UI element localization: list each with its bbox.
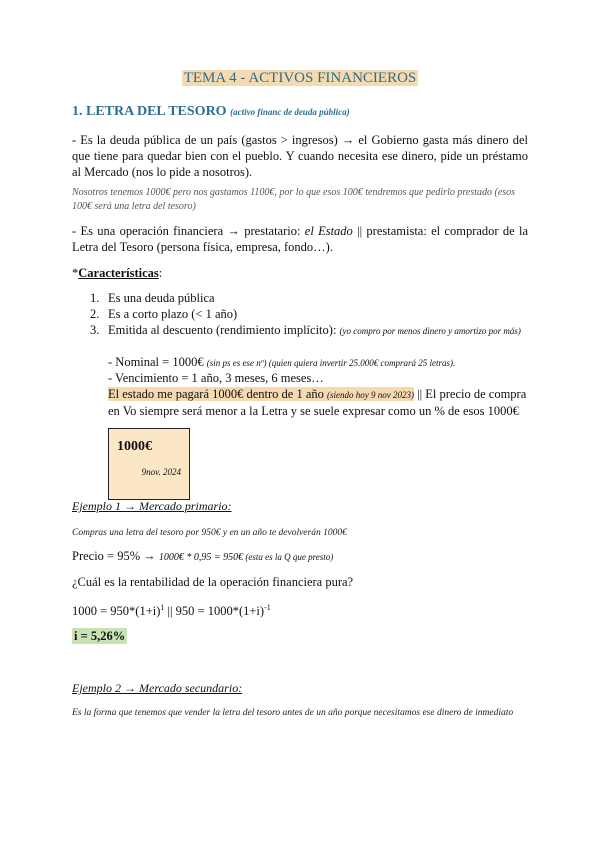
price-text-c: (esta es la Q que presto) — [243, 552, 334, 562]
formula-a: 1000 = 950*(1+i) — [72, 604, 161, 619]
list-number: 2. — [90, 307, 100, 321]
result-highlight: i = 5,26% — [74, 629, 126, 643]
price-text-b: 1000€ * 0,95 = 950€ — [158, 552, 244, 563]
formula-exp2: -1 — [264, 603, 271, 612]
nominal-note: (sin ps es ese nº) (quien quiera invertir 25.000€ comprará 25 letras). — [206, 358, 456, 368]
operation-text-b: el Estado — [304, 224, 353, 238]
estado-highlight — [108, 387, 414, 401]
example1-result — [72, 628, 528, 644]
example2-title — [72, 680, 528, 696]
section-heading-text: 1. LETRA DEL TESORO — [72, 104, 227, 119]
nominal-line — [108, 354, 528, 371]
section-heading-sub: (activo financ de deuda pública) — [230, 107, 350, 117]
characteristics-label: Características — [78, 266, 159, 280]
page-title — [72, 70, 528, 87]
example1-note: Compras una letra del tesoro por 950€ y en un año te devolverán 1000€ — [72, 528, 347, 538]
paragraph-definition: - Es la deuda pública de un país (gastos > ingresos) → el Gobierno gasta más dinero del que tiene para quedar bien con el pueblo. Y cuando necesita ese dinero, pide un préstamo al Mercado (nos lo pide a nosotros). — [72, 133, 528, 179]
list-text — [108, 322, 528, 339]
box-date: 9nov. 2024 — [141, 467, 181, 477]
estado-line — [108, 386, 528, 419]
section-heading — [72, 104, 350, 120]
example1-title-text: Ejemplo 1 → Mercado primario: — [72, 499, 232, 513]
list-number: 1. — [90, 291, 100, 305]
nominal-text: - Nominal = 1000€ — [108, 355, 207, 369]
list-text-main: Emitida al descuento (rendimiento implícito): — [108, 323, 340, 337]
paragraph-operation — [72, 223, 528, 255]
price-text-a: Precio = 95% → — [72, 549, 159, 563]
operation-text-c: || prestamista: el comprador de la Letra del Tesoro (persona física, empresa, fondo…). — [72, 224, 528, 254]
formula-exp1: 1 — [160, 603, 165, 612]
list-number: 3. — [90, 323, 100, 337]
example1-question: ¿Cuál es la rentabilidad de la operación financiera pura? — [72, 575, 354, 589]
characteristics-star: * — [72, 266, 79, 280]
characteristics-colon: : — [158, 266, 163, 280]
example1-formula — [72, 600, 528, 619]
example2-note: Es la forma que tenemos que vender la letra del tesoro antes de un año porque necesitamos ese dinero de inmediato — [72, 708, 514, 718]
list-item — [90, 322, 528, 354]
example2-title-text: Ejemplo 2 → Mercado secundario: — [72, 681, 243, 695]
estado-text-a: El estado me pagará 1000€ dentro de 1 año — [108, 387, 328, 401]
estado-note: (siendo hoy 9 nov 2023) — [327, 390, 415, 400]
vencimiento-line: - Vencimiento = 1 año, 3 meses, 6 meses… — [108, 371, 324, 385]
box-amount: 1000€ — [117, 439, 152, 454]
operation-text-a: - Es una operación financiera → prestatario: — [72, 224, 305, 238]
example1-title — [72, 498, 528, 514]
characteristics-heading — [72, 265, 528, 281]
example1-price — [72, 548, 528, 566]
note-example: Nosotros tenemos 1000€ pero nos gastamos 1100€, por lo que esos 100€ tendremos que pedirlo prestado (esos 100€ será una letra del tesoro) — [72, 187, 516, 212]
list-text: Es a corto plazo (< 1 año) — [108, 307, 238, 321]
estado-text-c: || El precio de compra en Vo siempre será menor a la Letra y se suele expresar como un % de esos 1000€ — [108, 387, 527, 418]
title-text: TEMA 4 - ACTIVOS FINANCIEROS — [183, 70, 417, 86]
formula-b: || 950 = 1000*(1+i) — [164, 604, 265, 619]
list-text-note: (yo compro por menos dinero y amortizo por más) — [339, 326, 521, 336]
letter-box — [108, 428, 190, 500]
list-text: Es una deuda pública — [108, 291, 215, 305]
